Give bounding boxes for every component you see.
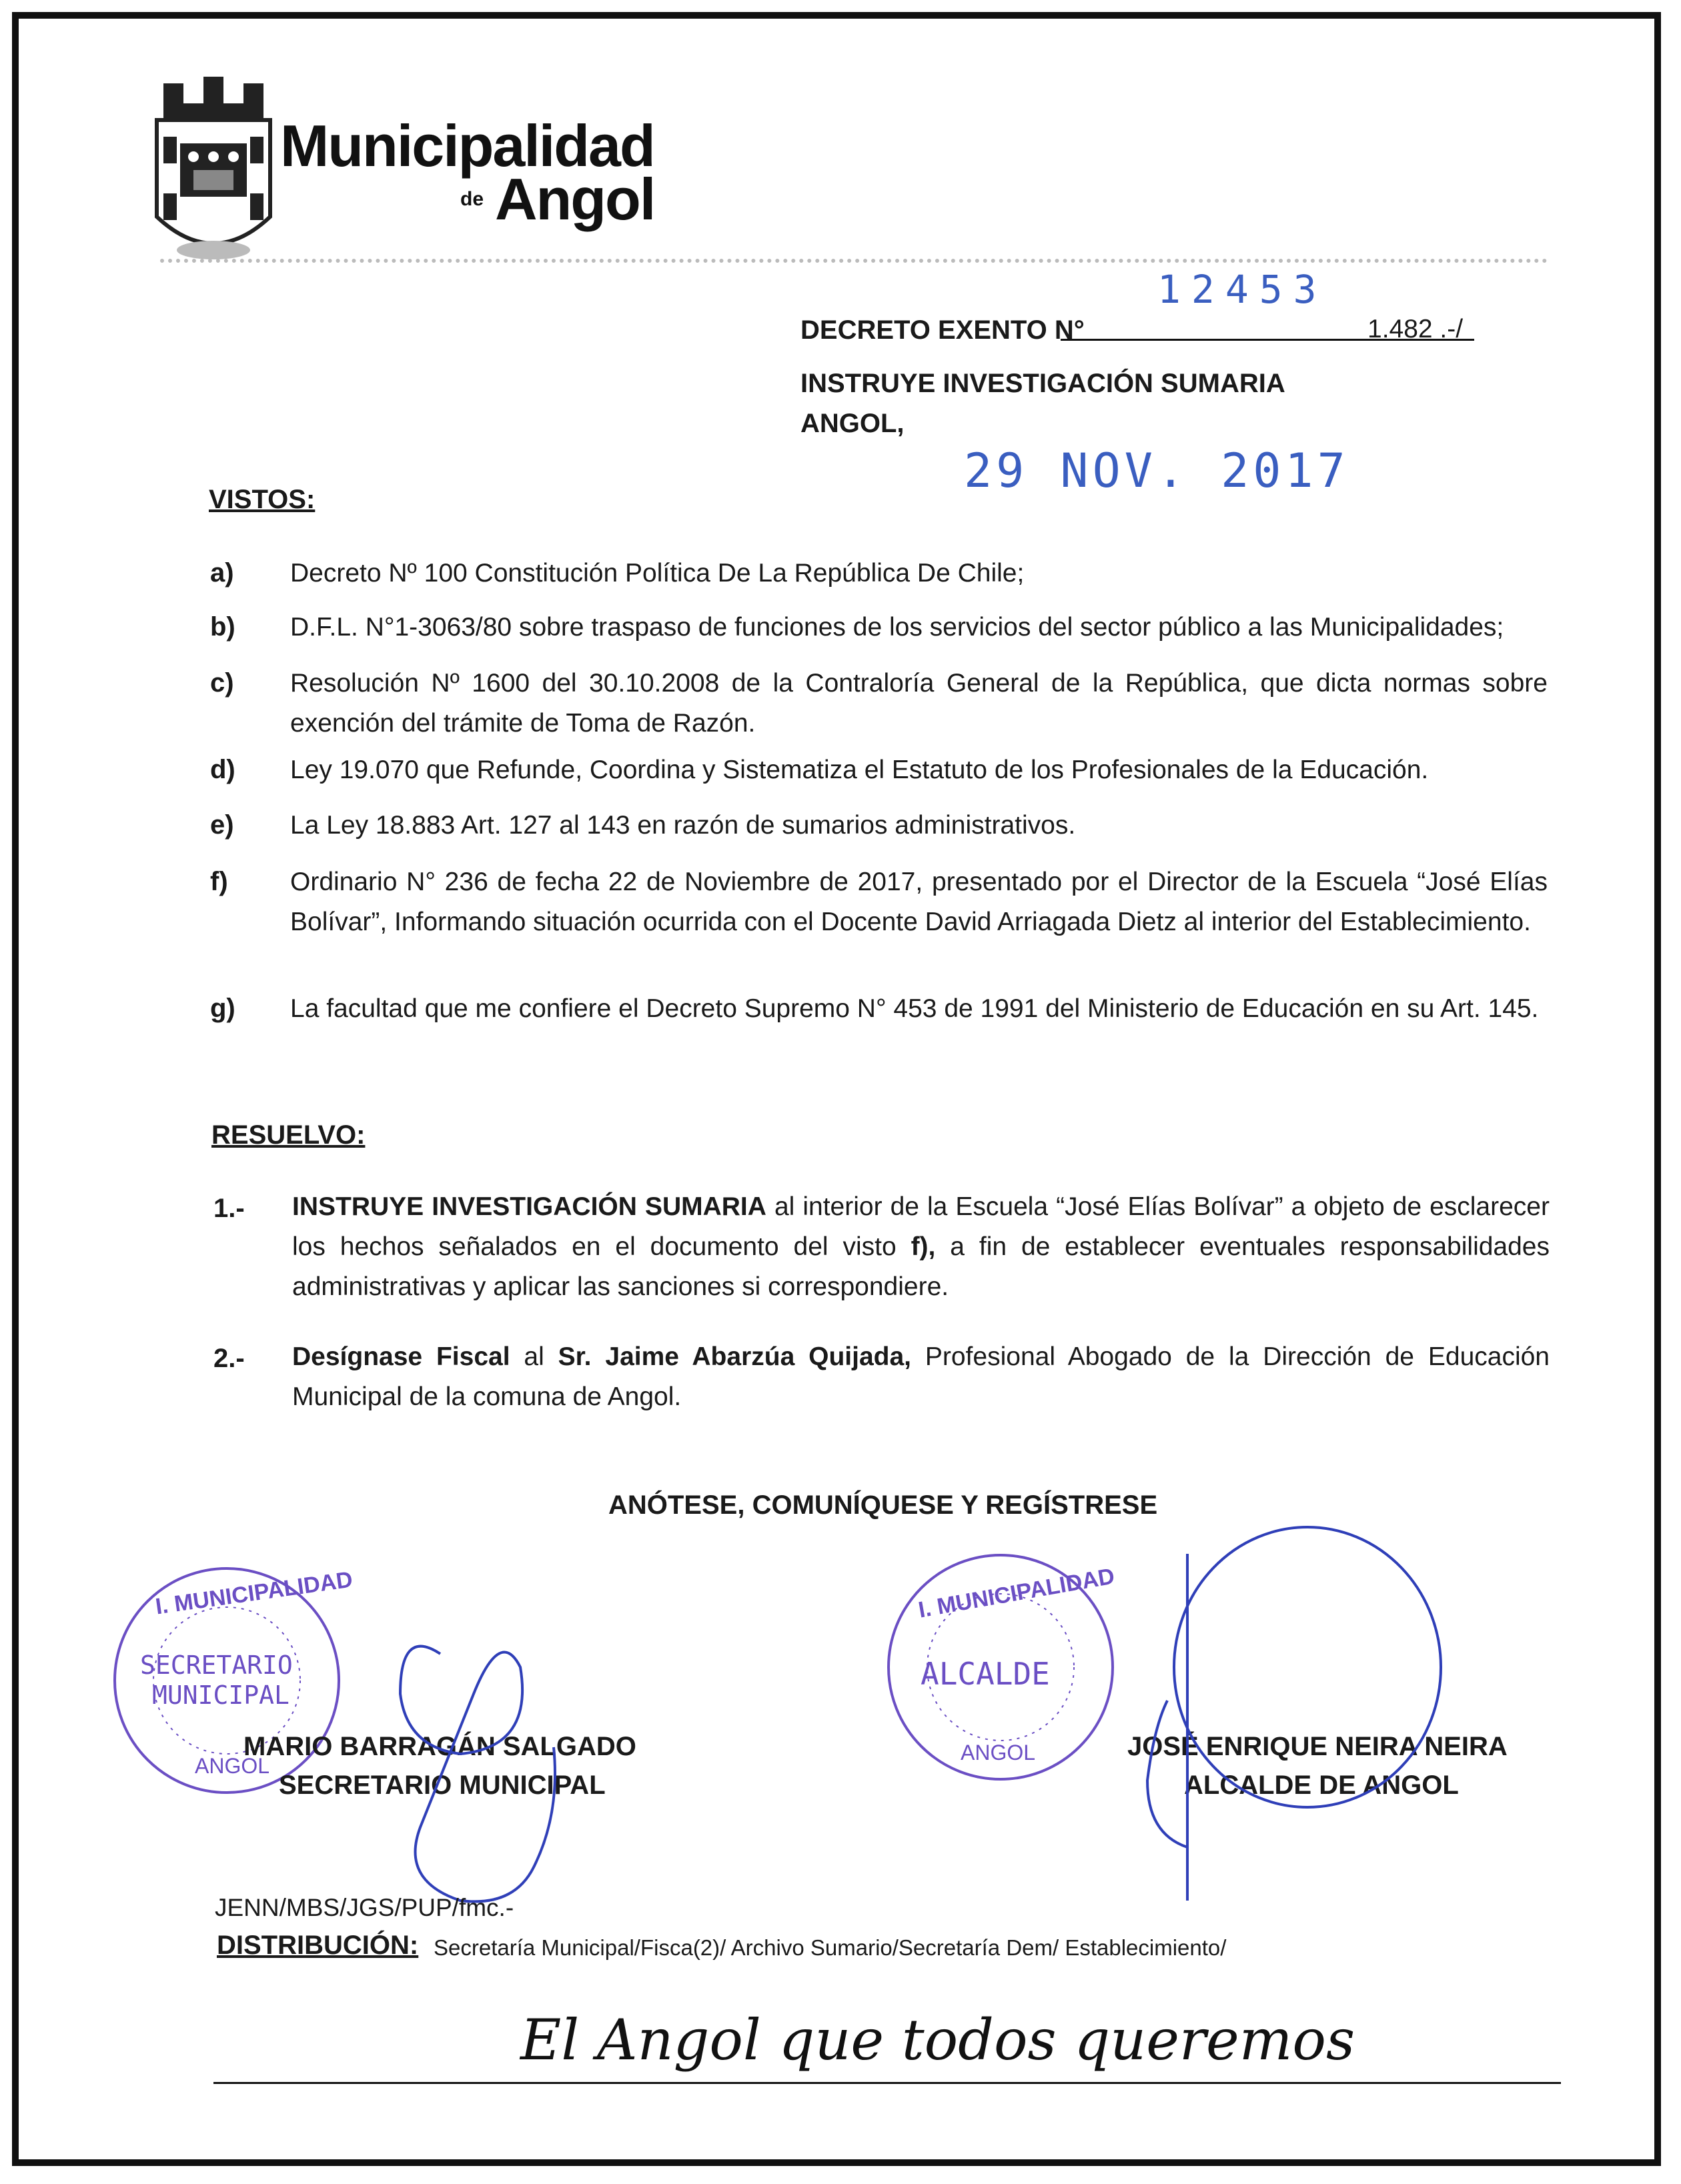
footer-line: [213, 2082, 1561, 2084]
decree-label: DECRETO EXENTO N°: [800, 315, 1085, 345]
decree-subject: INSTRUYE INVESTIGACIÓN SUMARIA: [800, 369, 1285, 398]
org-name-de: de: [460, 188, 484, 210]
visto-letter: d): [210, 755, 235, 784]
stamp-text: MUNICIPAL: [152, 1681, 290, 1710]
resuelvo-number: 1.-: [213, 1194, 245, 1223]
stamp-text: I. MUNICIPALIDAD: [916, 1563, 1117, 1623]
resuelvo-bold-lead: Desígnase Fiscal: [292, 1342, 510, 1371]
resuelvo-text: Profesional Abogado de la Dirección de Educación Municipal de la comuna de Angol.: [292, 1342, 1550, 1411]
visto-letter: f): [210, 867, 228, 896]
visto-letter: a): [210, 558, 234, 588]
slogan: El Angol que todos queremos: [520, 2007, 1355, 2073]
decree-place: ANGOL,: [800, 409, 905, 438]
visto-letter: g): [210, 994, 235, 1023]
coat-of-arms-logo: [150, 70, 277, 263]
resuelvo-text: al: [510, 1342, 558, 1371]
visto-text: La facultad que me confiere el Decreto Supremo N° 453 de 1991 del Ministerio de Educación en su Art. 145.: [290, 994, 1539, 1023]
resuelvo-text: al interior de la Escuela “José Elías Bolívar” a objeto de esclarecer los hechos señalados en el documento del visto: [292, 1192, 1550, 1261]
initials: JENN/MBS/JGS/PUP/fmc.-: [215, 1894, 514, 1921]
stamp-text: I. MUNICIPALIDAD: [153, 1566, 354, 1620]
header-divider: [160, 259, 1548, 263]
stamp-text: ANGOL: [961, 1741, 1036, 1765]
visto-text: La Ley 18.883 Art. 127 al 143 en razón de sumarios administrativos.: [290, 811, 1076, 840]
visto-letter: c): [210, 668, 234, 698]
resuelvo-bold-lead: INSTRUYE INVESTIGACIÓN SUMARIA: [292, 1192, 766, 1221]
resuelvo-item: [292, 1337, 1550, 1417]
org-name-line2: Angol: [495, 166, 655, 232]
stamp-text: ANGOL: [195, 1754, 270, 1778]
decree-number: 1.482 .-/: [1367, 315, 1464, 343]
visto-text: D.F.L. N°1-3063/80 sobre traspaso de funciones de los servicios del sector público a las Municipalidades;: [290, 613, 1504, 642]
right-signatory-name: JOSÉ ENRIQUE NEIRA NEIRA: [1127, 1732, 1508, 1761]
closing-formula: ANÓTESE, COMUNÍQUESE Y REGÍSTRESE: [608, 1490, 1158, 1520]
left-signatory-name: MARIO BARRAGÁN SALGADO: [243, 1732, 636, 1761]
visto-text: Ordinario N° 236 de fecha 22 de Noviembre de 2017, presentado por el Director de la Escuela “José Elías Bolívar”, Informando situación ocurrida con el Docente David Arriagada Dietz al interior del Establecimiento.: [290, 868, 1548, 936]
right-signatory-title: ALCALDE DE ANGOL: [1184, 1771, 1459, 1800]
vistos-heading: VISTOS:: [209, 485, 316, 514]
resuelvo-bold-ref: f),: [911, 1232, 936, 1261]
resuelvo-bold-name: Sr. Jaime Abarzúa Quijada,: [558, 1342, 911, 1371]
right-signature: [1094, 1514, 1454, 1927]
left-signatory-title: SECRETARIO MUNICIPAL: [279, 1771, 606, 1800]
decree-stamp-number: 12453: [1157, 267, 1327, 312]
visto-letter: e): [210, 810, 234, 840]
distribution-text: Secretaría Municipal/Fisca(2)/ Archivo Sumario/Secretaría Dem/ Establecimiento/: [434, 1935, 1227, 1960]
resuelvo-heading: RESUELVO:: [211, 1120, 366, 1150]
distribution-label: DISTRIBUCIÓN:: [217, 1931, 419, 1960]
org-name-line1: Municipalidad: [280, 113, 654, 179]
resuelvo-number: 2.-: [213, 1344, 245, 1373]
visto-text: Resolución Nº 1600 del 30.10.2008 de la Contraloría General de la República, que dicta normas sobre exención del trámite de Toma de Razón.: [290, 669, 1548, 738]
visto-letter: b): [210, 612, 235, 642]
visto-text: Decreto Nº 100 Constitución Política De La República De Chile;: [290, 559, 1025, 588]
resuelvo-item: [292, 1187, 1550, 1307]
stamp-text: SECRETARIO: [140, 1651, 293, 1680]
date-stamp: 29 NOV. 2017: [964, 443, 1349, 498]
resuelvo-text: a fin de establecer eventuales responsabilidades administrativas y aplicar las sanciones si correspondiere.: [292, 1232, 1550, 1301]
stamp-text: ALCALDE: [921, 1656, 1050, 1692]
visto-text: Ley 19.070 que Refunde, Coordina y Sistematiza el Estatuto de los Profesionales de la Educación.: [290, 756, 1429, 784]
